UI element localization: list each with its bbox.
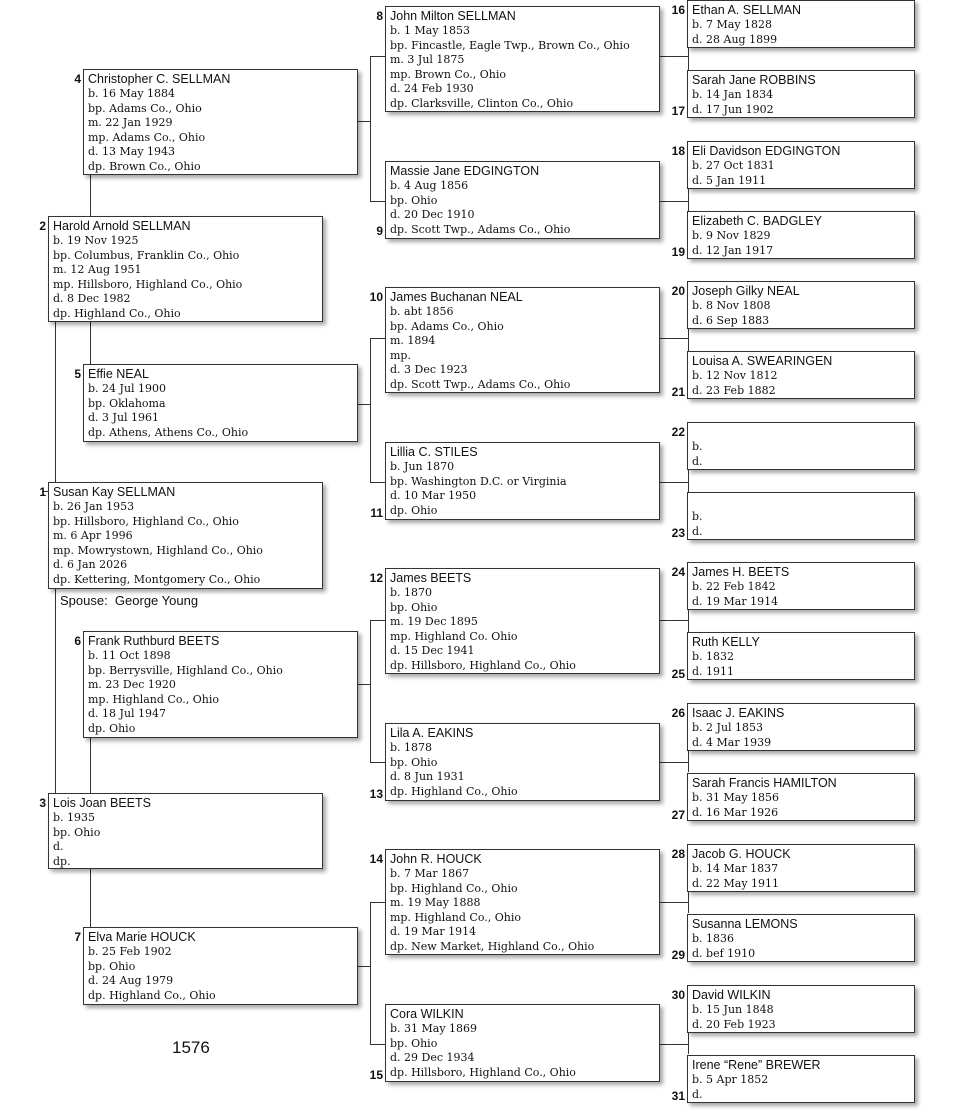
person-number: 16 xyxy=(671,3,685,17)
person-box-11 xyxy=(385,442,660,520)
birth-date: b. 25 Feb 1902 xyxy=(88,945,172,958)
death-date: d. 3 Dec 1923 xyxy=(390,363,468,376)
birth-date: b. 9 Nov 1829 xyxy=(692,229,771,242)
death-date: d. 8 Dec 1982 xyxy=(53,292,131,305)
death-date: d. 20 Feb 1923 xyxy=(692,1017,776,1031)
person-name: Lila A. EAKINS xyxy=(390,726,474,740)
person-box-27 xyxy=(687,773,915,821)
spouse-label: Spouse: George Young xyxy=(60,593,199,608)
person-number: 22 xyxy=(671,425,685,439)
connector xyxy=(370,201,385,202)
connector xyxy=(370,902,371,1044)
death-date: d. 16 Mar 1926 xyxy=(692,805,779,819)
person-box-18 xyxy=(687,141,915,189)
person-name: James BEETS xyxy=(390,571,472,585)
death-place: dp. New Market, Highland Co., Ohio xyxy=(390,939,595,953)
birth-date: b. 8 Nov 1808 xyxy=(692,299,771,312)
birth-date: b. 2 Jul 1853 xyxy=(692,721,764,734)
connector xyxy=(688,750,689,772)
death-place: dp. Brown Co., Ohio xyxy=(88,159,201,173)
marriage-place: mp. Highland Co., Ohio xyxy=(390,910,521,924)
connector xyxy=(660,201,688,202)
death-place: dp. Ohio xyxy=(88,721,136,735)
death-date: d. 6 Sep 1883 xyxy=(692,313,770,327)
marriage-place: mp. Mowrystown, Highland Co., Ohio xyxy=(53,543,263,557)
person-box-3 xyxy=(48,793,323,869)
person-name: Susanna LEMONS xyxy=(692,917,798,931)
marriage-date: m. 19 Dec 1895 xyxy=(390,615,478,628)
connector xyxy=(660,56,688,57)
person-number: 19 xyxy=(671,245,685,259)
death-date: d. xyxy=(692,454,703,468)
person-box-7 xyxy=(83,927,358,1005)
person-box-1 xyxy=(48,482,323,589)
birth-date: b. 14 Mar 1837 xyxy=(692,862,779,875)
person-box-30 xyxy=(687,985,915,1033)
death-date: d. 29 Dec 1934 xyxy=(390,1051,475,1064)
person-number: 24 xyxy=(671,565,685,579)
person-number: 6 xyxy=(74,634,81,648)
birth-place: bp. Hillsboro, Highland Co., Ohio xyxy=(53,514,239,528)
death-place: dp. Hillsboro, Highland Co., Ohio xyxy=(390,1065,576,1079)
connector xyxy=(90,322,91,364)
person-number: 23 xyxy=(671,526,685,540)
person-name: Effie NEAL xyxy=(88,367,149,381)
connector xyxy=(358,121,370,122)
person-box-31 xyxy=(687,1055,915,1103)
person-number: 31 xyxy=(671,1089,685,1103)
birth-place: bp. Berrysville, Highland Co., Ohio xyxy=(88,663,283,677)
death-date: d. xyxy=(692,524,703,538)
person-name: Joseph Gilky NEAL xyxy=(692,284,800,298)
birth-date: b. 1878 xyxy=(390,741,433,754)
person-name: Isaac J. EAKINS xyxy=(692,706,785,720)
birth-date: b. 24 Jul 1900 xyxy=(88,382,167,395)
person-box-8 xyxy=(385,6,660,112)
connector xyxy=(55,322,56,482)
birth-date: b. 27 Oct 1831 xyxy=(692,159,775,172)
person-number: 14 xyxy=(369,852,383,866)
person-box-6 xyxy=(83,631,358,738)
person-box-29 xyxy=(687,914,915,962)
person-number: 1 xyxy=(39,485,46,499)
birth-place: bp. Ohio xyxy=(390,193,438,207)
connector xyxy=(688,189,689,211)
marriage-date: m. 6 Apr 1996 xyxy=(53,529,133,542)
death-date: d. 4 Mar 1939 xyxy=(692,735,772,749)
person-box-2 xyxy=(48,216,323,322)
death-date: d. 18 Jul 1947 xyxy=(88,707,167,720)
birth-date: b. 11 Oct 1898 xyxy=(88,649,171,662)
person-name: Ethan A. SELLMAN xyxy=(692,3,802,17)
connector xyxy=(660,338,688,339)
death-date: d. 5 Jan 1911 xyxy=(692,173,767,187)
connector xyxy=(370,762,385,763)
person-name xyxy=(692,425,910,440)
person-box-19 xyxy=(687,211,915,259)
person-number: 17 xyxy=(671,104,685,118)
death-date: d. xyxy=(53,840,64,853)
person-box-26 xyxy=(687,703,915,751)
person-name: James Buchanan NEAL xyxy=(390,290,523,304)
person-box-14 xyxy=(385,849,660,955)
person-name: Harold Arnold SELLMAN xyxy=(53,219,191,233)
birth-place: bp. Oklahoma xyxy=(88,396,166,410)
page-number: 1576 xyxy=(172,1038,210,1057)
marriage-date: m. 19 May 1888 xyxy=(390,896,481,909)
connector xyxy=(660,620,688,621)
person-box-4 xyxy=(83,69,358,175)
birth-date: b. 22 Feb 1842 xyxy=(692,580,776,593)
birth-date: b. abt 1856 xyxy=(390,305,454,318)
connector xyxy=(688,891,689,913)
birth-place: bp. Washington D.C. or Virginia xyxy=(390,474,567,488)
person-name: Christopher C. SELLMAN xyxy=(88,72,231,86)
marriage-place: mp. xyxy=(390,348,411,362)
person-number: 21 xyxy=(671,385,685,399)
person-number: 25 xyxy=(671,667,685,681)
marriage-place: mp. Highland Co. Ohio xyxy=(390,629,518,643)
person-name: Eli Davidson EDGINGTON xyxy=(692,144,841,158)
person-box-13 xyxy=(385,723,660,801)
connector xyxy=(370,902,385,903)
death-place: dp. Scott Twp., Adams Co., Ohio xyxy=(390,377,571,391)
person-box-5 xyxy=(83,364,358,442)
person-number: 5 xyxy=(74,367,81,381)
death-date: d. 10 Mar 1950 xyxy=(390,489,477,502)
person-box-16 xyxy=(687,0,915,48)
person-box-25 xyxy=(687,632,915,680)
death-date: d. 1911 xyxy=(692,664,735,678)
person-box-23 xyxy=(687,492,915,540)
birth-date: b. xyxy=(692,510,703,523)
marriage-place: mp. Adams Co., Ohio xyxy=(88,130,206,144)
death-date: d. 23 Feb 1882 xyxy=(692,383,776,397)
birth-place: bp. Ohio xyxy=(53,825,101,839)
person-name: James H. BEETS xyxy=(692,565,790,579)
person-number: 9 xyxy=(376,224,383,238)
birth-date: b. 7 Mar 1867 xyxy=(390,867,470,880)
person-box-12 xyxy=(385,568,660,674)
birth-place: bp. Ohio xyxy=(390,600,438,614)
person-number: 7 xyxy=(74,930,81,944)
person-box-15 xyxy=(385,1004,660,1082)
death-date: d. 6 Jan 2026 xyxy=(53,558,128,571)
marriage-place: mp. Hillsboro, Highland Co., Ohio xyxy=(53,277,243,291)
connector xyxy=(90,869,91,927)
birth-date: b. 15 Jun 1848 xyxy=(692,1003,774,1016)
marriage-date: m. 1894 xyxy=(390,334,436,347)
death-date: d. 13 May 1943 xyxy=(88,145,176,158)
birth-place: bp. Ohio xyxy=(88,959,136,973)
birth-place: bp. Fincastle, Eagle Twp., Brown Co., Ohio xyxy=(390,38,630,52)
birth-date: b. xyxy=(692,440,703,453)
birth-date: b. 31 May 1869 xyxy=(390,1022,478,1035)
connector xyxy=(370,620,371,762)
person-number: 20 xyxy=(671,284,685,298)
death-place: dp. Ohio xyxy=(390,503,438,517)
birth-place: bp. Adams Co., Ohio xyxy=(390,319,504,333)
death-date: d. 24 Aug 1979 xyxy=(88,974,174,987)
connector xyxy=(370,1044,385,1045)
connector xyxy=(358,404,370,405)
person-number: 18 xyxy=(671,144,685,158)
person-name: Irene “Rene” BREWER xyxy=(692,1058,821,1072)
person-number: 3 xyxy=(39,796,46,810)
death-date: d. 19 Mar 1914 xyxy=(692,594,779,608)
birth-date: b. 26 Jan 1953 xyxy=(53,500,135,513)
person-name: David WILKIN xyxy=(692,988,771,1002)
person-name: Frank Ruthburd BEETS xyxy=(88,634,220,648)
birth-date: b. 14 Jan 1834 xyxy=(692,88,774,101)
marriage-date: m. 22 Jan 1929 xyxy=(88,116,173,129)
person-box-20 xyxy=(687,281,915,329)
person-box-28 xyxy=(687,844,915,892)
person-name xyxy=(692,495,910,510)
person-name: Elizabeth C. BADGLEY xyxy=(692,214,822,228)
person-name: Lillia C. STILES xyxy=(390,445,478,459)
connector xyxy=(660,762,688,763)
person-number: 15 xyxy=(369,1068,383,1082)
connector xyxy=(688,48,689,70)
connector xyxy=(370,338,371,482)
person-name: Sarah Francis HAMILTON xyxy=(692,776,837,790)
connector xyxy=(660,902,688,903)
person-box-10 xyxy=(385,287,660,393)
person-box-24 xyxy=(687,562,915,610)
birth-place: bp. Ohio xyxy=(390,755,438,769)
connector xyxy=(370,482,385,483)
death-place: dp. Kettering, Montgomery Co., Ohio xyxy=(53,572,261,586)
connector xyxy=(370,338,385,339)
death-date: d. 22 May 1911 xyxy=(692,876,780,890)
person-number: 11 xyxy=(370,506,383,520)
death-place: dp. Highland Co., Ohio xyxy=(390,784,518,798)
connector xyxy=(358,966,370,967)
connector xyxy=(688,329,689,351)
marriage-date: m. 3 Jul 1875 xyxy=(390,53,465,66)
birth-date: b. Jun 1870 xyxy=(390,460,455,473)
connector xyxy=(370,620,385,621)
birth-date: b. 19 Nov 1925 xyxy=(53,234,139,247)
death-date: d. 15 Dec 1941 xyxy=(390,644,475,657)
person-box-22 xyxy=(687,422,915,470)
birth-date: b. 1 May 1853 xyxy=(390,24,471,37)
person-name: Sarah Jane ROBBINS xyxy=(692,73,816,87)
death-date: d. xyxy=(692,1087,703,1101)
death-date: d. 17 Jun 1902 xyxy=(692,102,774,116)
person-name: Ruth KELLY xyxy=(692,635,760,649)
person-name: Cora WILKIN xyxy=(390,1007,464,1021)
death-place: dp. Athens, Athens Co., Ohio xyxy=(88,425,249,439)
marriage-date: m. 12 Aug 1951 xyxy=(53,263,142,276)
person-number: 30 xyxy=(671,988,685,1002)
marriage-place: mp. Highland Co., Ohio xyxy=(88,692,219,706)
connector xyxy=(55,589,56,793)
death-date: d. 20 Dec 1910 xyxy=(390,208,475,221)
person-name: Lois Joan BEETS xyxy=(53,796,151,810)
birth-place: bp. Columbus, Franklin Co., Ohio xyxy=(53,248,240,262)
person-number: 26 xyxy=(671,706,685,720)
death-place: dp. Scott Twp., Adams Co., Ohio xyxy=(390,222,571,236)
birth-date: b. 1935 xyxy=(53,811,96,824)
birth-place: bp. Adams Co., Ohio xyxy=(88,101,202,115)
connector xyxy=(688,610,689,632)
person-name: John Milton SELLMAN xyxy=(390,9,516,23)
birth-date: b. 31 May 1856 xyxy=(692,791,780,804)
person-number: 12 xyxy=(369,571,383,585)
person-box-17 xyxy=(687,70,915,118)
death-place: dp. Highland Co., Ohio xyxy=(53,306,181,320)
person-name: Jacob G. HOUCK xyxy=(692,847,791,861)
connector xyxy=(660,1044,688,1045)
death-place: dp. Hillsboro, Highland Co., Ohio xyxy=(390,658,576,672)
death-date: d. 8 Jun 1931 xyxy=(390,770,465,783)
birth-place: bp. Highland Co., Ohio xyxy=(390,881,518,895)
person-name: Susan Kay SELLMAN xyxy=(53,485,176,499)
person-box-9 xyxy=(385,161,660,239)
death-date: d. 28 Aug 1899 xyxy=(692,32,778,46)
connector xyxy=(660,482,688,483)
connector xyxy=(688,1032,689,1054)
person-number: 4 xyxy=(74,72,81,86)
connector xyxy=(370,56,385,57)
birth-date: b. 16 May 1884 xyxy=(88,87,176,100)
death-date: d. bef 1910 xyxy=(692,946,756,960)
marriage-place: mp. Brown Co., Ohio xyxy=(390,67,507,81)
birth-place: bp. Ohio xyxy=(390,1036,438,1050)
birth-date: b. 1832 xyxy=(692,650,735,663)
birth-date: b. 5 Apr 1852 xyxy=(692,1073,769,1086)
connector xyxy=(370,56,371,201)
connector xyxy=(90,738,91,793)
person-name: Louisa A. SWEARINGEN xyxy=(692,354,833,368)
person-box-21 xyxy=(687,351,915,399)
death-date: d. 24 Feb 1930 xyxy=(390,82,474,95)
person-number: 10 xyxy=(369,290,383,304)
person-number: 13 xyxy=(369,787,383,801)
birth-date: b. 7 May 1828 xyxy=(692,18,773,31)
birth-date: b. 12 Nov 1812 xyxy=(692,369,778,382)
death-place: dp. xyxy=(53,854,71,868)
connector xyxy=(358,684,370,685)
person-number: 8 xyxy=(376,9,383,23)
person-number: 28 xyxy=(671,847,685,861)
person-number: 27 xyxy=(671,808,685,822)
birth-date: b. 1836 xyxy=(692,932,735,945)
marriage-date: m. 23 Dec 1920 xyxy=(88,678,176,691)
person-name: Elva Marie HOUCK xyxy=(88,930,196,944)
death-date: d. 3 Jul 1961 xyxy=(88,411,160,424)
person-number: 29 xyxy=(671,948,685,962)
death-date: d. 19 Mar 1914 xyxy=(390,925,477,938)
connector xyxy=(90,175,91,216)
birth-date: b. 4 Aug 1856 xyxy=(390,179,469,192)
person-number: 2 xyxy=(39,219,46,233)
birth-date: b. 1870 xyxy=(390,586,433,599)
person-name: John R. HOUCK xyxy=(390,852,482,866)
death-place: dp. Highland Co., Ohio xyxy=(88,988,216,1002)
person-name: Massie Jane EDGINGTON xyxy=(390,164,540,178)
death-date: d. 12 Jan 1917 xyxy=(692,243,774,257)
death-place: dp. Clarksville, Clinton Co., Ohio xyxy=(390,96,574,110)
